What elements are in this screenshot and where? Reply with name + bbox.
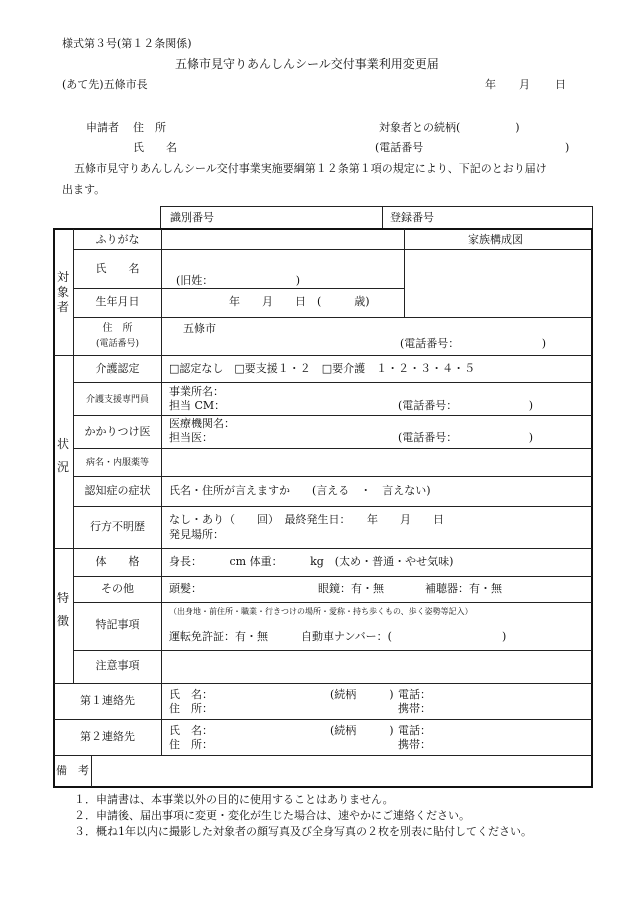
intro-line-1: 五條市見守りあんしんシール交付事業実施要綱第１２条第１項の規定により、下記のとおり届け [74,162,547,175]
missing-history-field: なし・あり（ 回） 最終発生日： 年 月 日 [169,513,444,526]
form-number: 様式第３号(第１２条関係) [62,37,192,50]
contact-2-relation: (続柄 ) [330,724,394,737]
hair-field: 頭髪： [169,582,202,595]
former-name-field: (旧姓： ) [176,274,301,287]
doctor-phone-field: (電話番号： ) [398,431,534,444]
applicant-phone-label: (電話番号 [375,141,424,154]
date-year: 年 [485,78,496,91]
contact-1-relation: (続柄 ) [330,688,394,701]
subject-phone-field: (電話番号： ) [400,337,547,350]
subject-address-sublabel: (電話番号) [95,339,140,349]
physique-field: 身長： cm 体重： kg (太め・普通・やせ気味) [169,555,454,568]
care-office-field: 事業所名： [169,385,224,398]
applicant-phone-close: ) [565,141,570,154]
contact-2-address: 住 所： [169,738,213,751]
care-level-options: □認定なし □要支援１・２ □要介護 １・２・３・４・５ [169,362,476,375]
subject-address-label: 住 所 [102,323,133,334]
remarks-label: 備 考 [56,764,89,777]
date-month: 月 [519,78,530,91]
note-3: ３．概ね1年以内に撮影した対象者の顔写真及び全身写真の２枚を別表に貼付してください。 [74,825,532,838]
caution-label: 注意事項 [95,659,140,672]
date-day: 日 [555,78,566,91]
hearing-aid-field: 補聴器：有・無 [425,582,502,595]
contact-2-name: 氏 名： [169,724,213,737]
furigana-label: ふりがな [95,233,140,246]
found-place-field: 発見場所： [169,528,224,541]
subject-address-city: 五條市 [183,322,216,335]
note-1: １．申請書は、本事業以外の目的に使用することはありません。 [74,793,394,806]
care-level-label: 介護認定 [95,362,140,375]
contact-1-name: 氏 名： [169,688,213,701]
contact-2-phone: 電話： [398,724,431,737]
id-box [160,206,593,229]
doctor-in-charge-field: 担当医： [169,431,213,444]
contact-2-mobile: 携帯： [398,738,431,751]
dementia-label: 認知症の症状 [84,484,151,497]
care-phone-field: (電話番号： ) [398,399,534,412]
contact-1-mobile: 携帯： [398,702,431,715]
applicant-address-label: 住 所 [133,121,166,134]
family-chart-label: 家族構成図 [468,233,523,246]
dementia-question: 氏名・住所が言えますか (言える ・ 言えない) [169,484,431,497]
contact-1-address: 住 所： [169,702,213,715]
birth-date-label: 生年月日 [95,295,140,308]
missing-history-label: 行方不明歴 [90,520,145,533]
medical-institution-field: 医療機関名： [169,417,235,430]
care-cm-field: 担当 CM： [169,399,226,412]
contact-2-label: 第２連絡先 [80,730,135,743]
disease-medication-label: 病名・内服薬等 [85,458,149,468]
glasses-field: 眼鏡：有・無 [318,582,384,595]
id-divider [382,206,383,229]
group-subject: 対 象 者 [56,270,69,314]
note-2: ２．申請後、届出事項に変更・変化が生じた場合は、速やかにご連絡ください。 [74,809,470,822]
care-manager-label: 介護支援専門員 [85,395,149,405]
id-number-label: 識別番号 [170,211,214,224]
addressee: (あて先)五條市長 [62,78,148,91]
applicant-name-label: 氏 名 [133,141,177,154]
group-status: 状 況 [56,437,69,474]
family-doctor-label: かかりつけ医 [84,425,151,438]
physique-label: 体 格 [95,555,140,568]
contact-1-label: 第１連絡先 [80,694,135,707]
special-notes-instruction: （出身地・前住所・職業・行きつけの場所・愛称・持ち歩くもの、歩く姿勢等記入） [169,607,473,616]
birth-date-field: 年 月 日 ( 歳) [229,295,370,308]
group-features: 特 徴 [56,591,69,628]
contact-1-phone: 電話： [398,688,431,701]
subject-name-label: 氏 名 [95,262,140,275]
applicant-label: 申請者 [86,121,119,134]
special-notes-label: 特記事項 [95,618,140,631]
license-field: 運転免許証：有・無 自動車ナンバー：( ) [169,630,507,643]
registration-number-label: 登録番号 [390,211,434,224]
other-label: その他 [101,582,134,595]
form-title: 五條市見守りあんしんシール交付事業利用変更届 [175,57,439,71]
relation-label: 対象者との続柄( ) [379,121,520,134]
intro-line-2: 出ます。 [62,183,106,196]
